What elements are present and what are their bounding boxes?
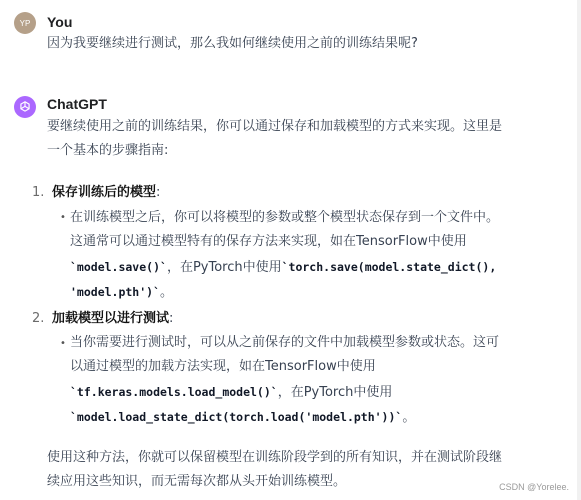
assistant-intro-line2: 一个基本的步骤指南: — [47, 143, 169, 158]
step-2-title: 加载模型以进行测试: — [52, 311, 174, 326]
step-2-bullet-line3: `tf.keras.models.load_model()`，在PyTorch中使用 — [70, 385, 393, 400]
openai-icon — [18, 100, 32, 114]
bullet-icon: • — [60, 212, 66, 223]
step-2-bullet-line2: 以通过模型的加载方法实现，如在TensorFlow中使用 — [70, 359, 376, 374]
step-1-bullet-line4: 'model.pth')`。 — [70, 285, 174, 300]
step-2-bullet-line1: 当你需要进行测试时，可以从之前保存的文件中加载模型参数或状态。这可 — [70, 335, 500, 350]
assistant-outro-line1: 使用这种方法，你就可以保留模型在训练阶段学到的所有知识，并在测试阶段继 — [47, 450, 503, 465]
user-avatar: YP — [14, 12, 36, 34]
assistant-intro-line1: 要继续使用之前的训练结果，你可以通过保存和加载模型的方式来实现。这里是 — [47, 119, 503, 134]
bullet-icon: • — [60, 338, 66, 349]
step-1-bullet-line1: 在训练模型之后，你可以将模型的参数或整个模型状态保存到一个文件中。 — [70, 210, 500, 225]
assistant-name: ChatGPT — [47, 96, 107, 112]
step-1-number: 1. — [32, 185, 45, 200]
step-1-bullet-line2: 这通常可以通过模型特有的保存方法来实现，如在TensorFlow中使用 — [70, 234, 467, 249]
assistant-outro-line2: 续应用这些知识，而无需每次都从头开始训练模型。 — [47, 474, 347, 489]
step-2-bullet-line4: `model.load_state_dict(torch.load('model.pth'))`。 — [70, 410, 416, 425]
chatgpt-logo-icon — [14, 96, 36, 118]
step-1-bullet-line3: `model.save()`，在PyTorch中使用`torch.save(model.state_dict(), — [70, 260, 497, 275]
user-message-text: 因为我要继续进行测试，那么我如何继续使用之前的训练结果呢? — [47, 36, 418, 51]
user-name: You — [47, 14, 73, 30]
step-2-number: 2. — [32, 311, 45, 326]
step-1-title: 保存训练后的模型: — [52, 185, 161, 200]
watermark: CSDN @Yorelee. — [499, 482, 569, 492]
scrollbar[interactable] — [577, 0, 581, 500]
